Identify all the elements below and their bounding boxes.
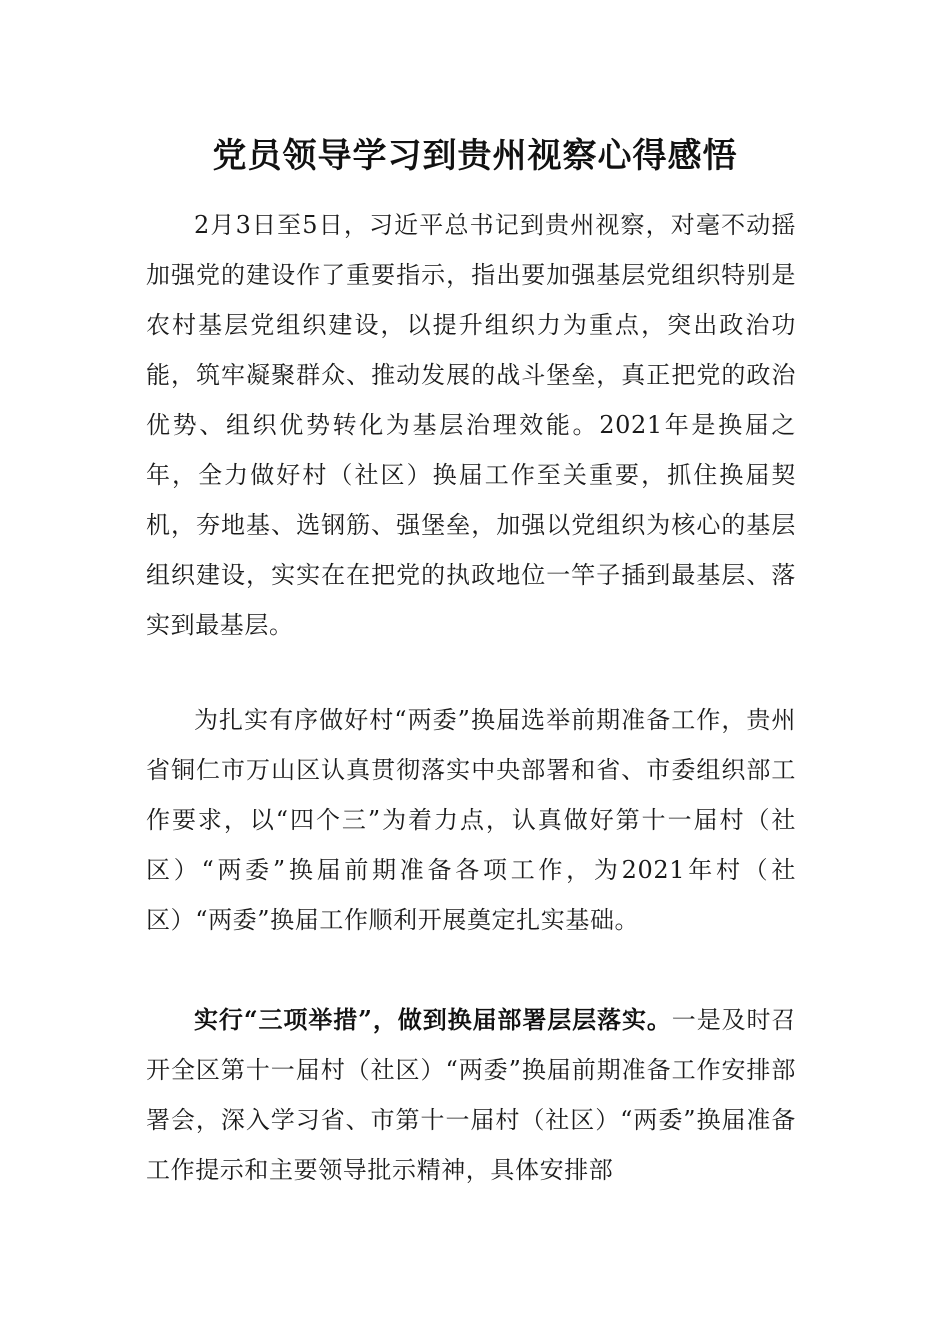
paragraph-3-text: 一是及时召开全区第十一届村（社区）“两委”换届前期准备工作安排部署会，深入学习省、市第十一届村（社区）“两委”换届准备工作提示和主要领导批示精神，具体安排部 xyxy=(146,1006,797,1184)
paragraph-3-lead: 实行“三项举措”，做到换届部署层层落实。 xyxy=(194,1005,672,1034)
paragraph-3 xyxy=(146,995,796,1195)
document-title: 党员领导学习到贵州视察心得感悟 xyxy=(212,136,738,176)
paragraph-2: 为扎实有序做好村“两委”换届选举前期准备工作，贵州省铜仁市万山区认真贯彻落实中央部署和省、市委组织部工作要求，以“四个三”为着力点，认真做好第十一届村（社区）“两委”换届前期准备各项工作，为2021年村（社区）“两委”换届工作顺利开展奠定扎实基础。 xyxy=(146,706,796,934)
paragraph-1: 2月3日至5日，习近平总书记到贵州视察，对毫不动摇加强党的建设作了重要指示，指出要加强基层党组织特别是农村基层党组织建设，以提升组织力为重点，突出政治功能，筑牢凝聚群众、推动发展的战斗堡垒，真正把党的政治优势、组织优势转化为基层治理效能。2021年是换届之年，全力做好村（社区）换届工作至关重要，抓住换届契机，夯地基、选钢筋、强堡垒，加强以党组织为核心的基层组织建设，实实在在把党的执政地位一竿子插到最基层、落实到最基层。 xyxy=(146,211,796,639)
